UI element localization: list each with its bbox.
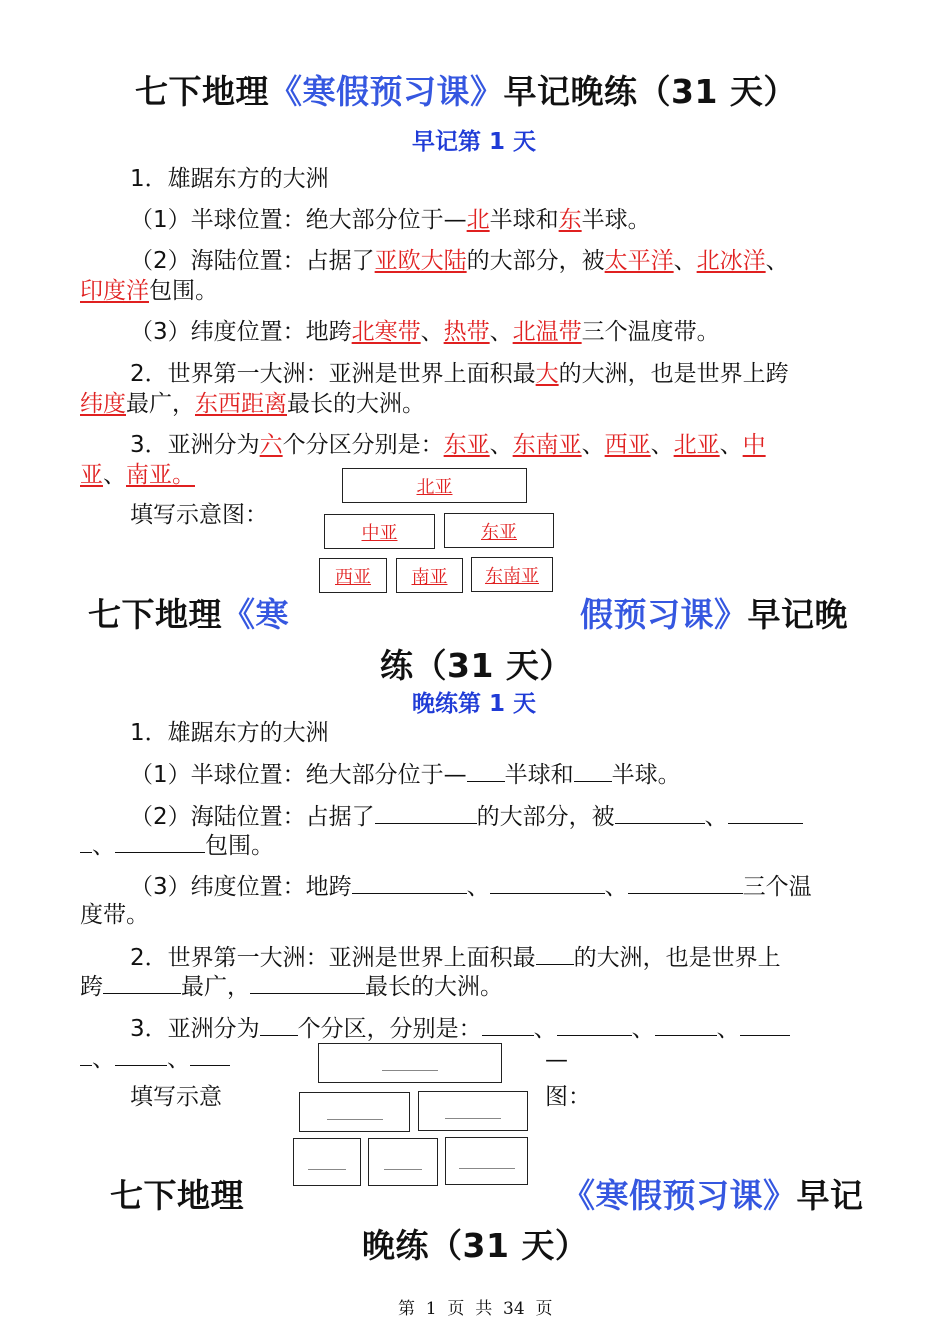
e-q2: 2．世界第一大洲：亚洲是世界上面积最 的大洲，也是世界上 [130,942,781,973]
morning-subtitle: 早记第 1 天 [412,129,537,155]
blank[interactable] [482,1013,534,1036]
blank[interactable] [375,801,477,824]
blank[interactable] [574,759,612,782]
page-footer: 第 1 页 共 34 页 [398,1299,553,1319]
region-box-central-asia: 中亚 [324,514,435,549]
region-box-southeast-asia: 东南亚 [471,557,553,592]
m-q3: 3．亚洲分为六个分区分别是：东亚、东南亚、西亚、北亚、中 [130,432,766,458]
blank[interactable] [536,942,574,965]
e-q2-cont: 跨 最广， 最长的大洲。 [80,971,503,1002]
region-box-south-asia: 南亚 [396,558,463,593]
e-q1-2: （2）海陆位置：占据了 的大部分，被 、 [130,801,803,832]
blank[interactable] [728,801,803,824]
e-q3: 3．亚洲分为 个分区，分别是： 、 、 、 [130,1013,790,1044]
section-title-3-right: 《寒假预习课》早记 [562,1176,864,1215]
blank[interactable] [740,1013,790,1036]
blank-region-box[interactable] [368,1138,438,1186]
section-title-2-left: 七下地理《寒 [88,595,289,634]
m-q1: 1．雄踞东方的大洲 [130,166,329,192]
blank[interactable] [655,1013,717,1036]
section-title-3-left: 七下地理 [110,1176,244,1215]
m-fill-label: 填写示意图： [130,502,268,528]
blank-region-box[interactable] [418,1091,528,1131]
blank[interactable] [115,1043,167,1066]
blank[interactable] [250,971,365,994]
blank[interactable] [628,871,743,894]
blank-region-box[interactable] [299,1092,410,1132]
m-q3-cont: 亚、南亚。 [80,462,195,488]
blank[interactable] [80,830,92,853]
e-fill-label-a: 填写示意 [130,1084,222,1110]
e-q1-2-cont: 、 包围。 [80,830,274,861]
blank[interactable] [467,759,505,782]
e-q1-1: （1）半球位置：绝大部分位于— 半球和 半球。 [130,759,681,790]
m-q2-cont: 纬度最广，东西距离最长的大洲。 [80,391,425,417]
blank-region-box[interactable] [293,1138,361,1186]
blank[interactable] [490,871,605,894]
blank-region-box[interactable] [445,1137,528,1185]
section-title-2-right: 假预习课》早记晚 [580,595,848,634]
e-q3-dash: — [545,1047,568,1073]
blank[interactable] [557,1013,632,1036]
m-q1-2: （2）海陆位置：占据了亚欧大陆的大部分，被太平洋、北冰洋、 [130,248,789,274]
evening-subtitle: 晚练第 1 天 [412,691,537,717]
region-box-north-asia: 北亚 [342,468,527,503]
e-fill-label-b: 图： [545,1084,591,1110]
m-q1-1: （1）半球位置：绝大部分位于—北半球和东半球。 [130,207,651,233]
blank[interactable] [615,801,705,824]
section-title-3-cont: 晚练（31 天） [362,1226,589,1265]
region-box-west-asia: 西亚 [319,558,387,593]
e-q1: 1．雄踞东方的大洲 [130,720,329,746]
m-q2: 2．世界第一大洲：亚洲是世界上面积最大的大洲，也是世界上跨 [130,361,789,387]
e-q3-cont: 、 、 [80,1043,230,1074]
page-title: 七下地理《寒假预习课》早记晚练（31 天） [135,72,797,111]
blank[interactable] [115,830,205,853]
blank[interactable] [352,871,467,894]
region-box-east-asia: 东亚 [444,513,554,548]
blank[interactable] [260,1013,298,1036]
m-q1-2-cont: 印度洋包围。 [80,278,218,304]
blank[interactable] [103,971,181,994]
e-q1-3-cont: 度带。 [80,902,149,928]
blank[interactable] [80,1043,92,1066]
blank[interactable] [190,1043,230,1066]
m-q1-3: （3）纬度位置：地跨北寒带、热带、北温带三个温度带。 [130,319,720,345]
section-title-2-cont: 练（31 天） [380,646,573,685]
e-q1-3: （3）纬度位置：地跨 、 、 三个温 [130,871,812,902]
blank-region-box[interactable] [318,1043,502,1083]
